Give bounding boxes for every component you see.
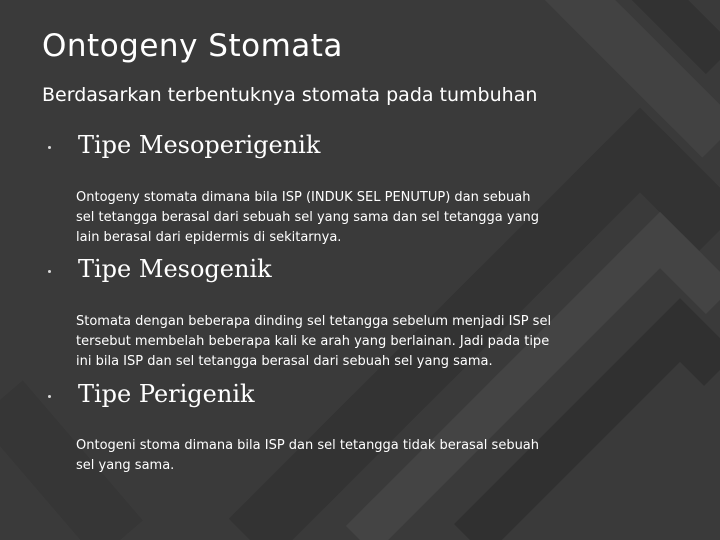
bullet-heading: Tipe Mesoperigenik [78,131,321,159]
description-line: sel tetangga berasal dari sebuah sel yang sama dan sel tetangga yang [76,210,540,225]
description-line: Ontogeny stomata dimana bila ISP (INDUK SEL PENUTUP) dan sebuah [76,190,531,205]
slide-title: Ontogeny Stomata [42,28,343,64]
slide-subtitle: Berdasarkan terbentuknya stomata pada tumbuhan [42,84,538,106]
section-description [76,312,636,372]
bullet-heading: Tipe Mesogenik [78,255,272,283]
bullet-heading: Tipe Perigenik [78,380,255,408]
section-description [76,188,636,248]
description-line: Stomata dengan beberapa dinding sel tetangga sebelum menjadi ISP sel [76,314,552,329]
description-line: ini bila ISP dan sel tetangga berasal dari sebuah sel yang sama. [76,354,493,369]
description-line: sel yang sama. [76,458,175,473]
bullet-dot-icon [48,395,51,398]
description-line: Ontogeni stoma dimana bila ISP dan sel tetangga tidak berasal sebuah [76,438,540,453]
description-line: tersebut membelah beberapa kali ke arah yang berlainan. Jadi pada tipe [76,334,550,349]
bullet-dot-icon [48,146,51,149]
description-line: lain berasal dari epidermis di sekitarnya. [76,230,342,245]
bullet-dot-icon [48,270,51,273]
section-description [76,436,636,476]
